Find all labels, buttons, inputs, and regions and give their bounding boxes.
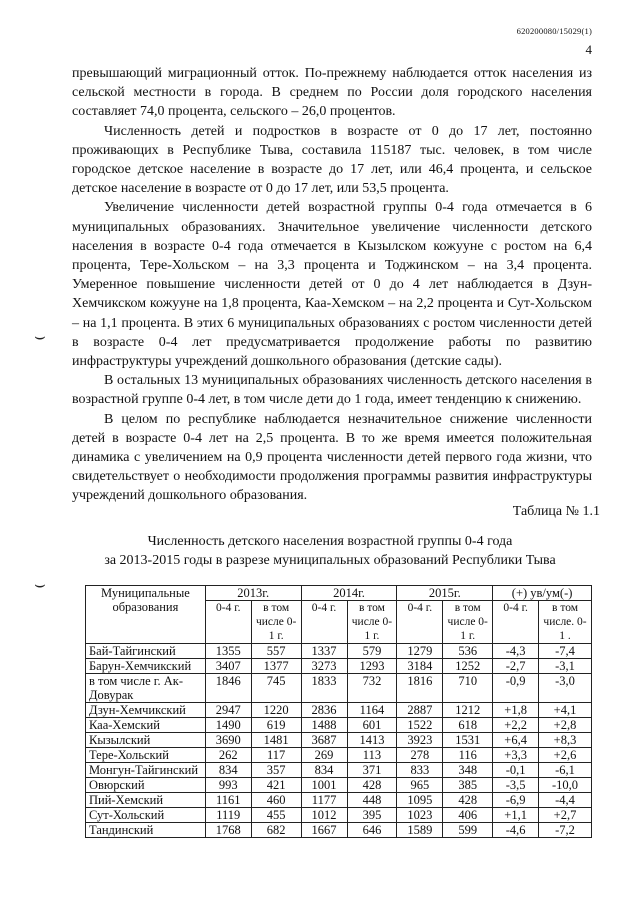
header-sub-0-1: в том числе 0-1 г.	[443, 601, 493, 644]
table-cell: 448	[347, 793, 397, 808]
table-cell: 1001	[301, 778, 347, 793]
table-row	[86, 793, 592, 808]
header-sub-0-1: в том числе 0-1 г.	[251, 601, 301, 644]
municipality-name: Овюрский	[86, 778, 206, 793]
table-title	[60, 532, 600, 570]
table-cell: 3687	[301, 733, 347, 748]
table-cell: 1279	[397, 644, 443, 659]
table-cell: 557	[251, 644, 301, 659]
table-cell: 357	[251, 763, 301, 778]
table-cell: 3923	[397, 733, 443, 748]
table-cell: 1023	[397, 808, 443, 823]
table-cell: 1522	[397, 718, 443, 733]
table-cell: 1413	[347, 733, 397, 748]
table-label: Таблица № 1.1	[512, 504, 600, 519]
table-cell: 1589	[397, 823, 443, 838]
table-cell: 1531	[443, 733, 493, 748]
municipality-name: Тандинский	[86, 823, 206, 838]
table-cell: 536	[443, 644, 493, 659]
table-cell: 1377	[251, 659, 301, 674]
table-cell: -2,7	[493, 659, 539, 674]
table-row	[86, 763, 592, 778]
header-sub-0-4: 0-4 г.	[205, 601, 251, 644]
page-number: 4	[585, 42, 592, 57]
table-cell: -4,3	[493, 644, 539, 659]
header-sub-0-1: в том числе 0-1 г.	[347, 601, 397, 644]
table-row	[86, 823, 592, 838]
table-cell: 3184	[397, 659, 443, 674]
table-cell: 460	[251, 793, 301, 808]
municipality-name: Тере-Хольский	[86, 748, 206, 763]
table-cell: +2,7	[539, 808, 592, 823]
header-sub-0-1: в том числе. 0-1 .	[539, 601, 592, 644]
table-row	[86, 733, 592, 748]
table-cell: 1490	[205, 718, 251, 733]
table-cell: 1488	[301, 718, 347, 733]
table-cell: 262	[205, 748, 251, 763]
table-cell: 113	[347, 748, 397, 763]
table-cell: 579	[347, 644, 397, 659]
table-cell: -0,9	[493, 674, 539, 703]
table-cell: +2,2	[493, 718, 539, 733]
municipality-name: Дзун-Хемчикский	[86, 703, 206, 718]
table-cell: 406	[443, 808, 493, 823]
table-cell: 116	[443, 748, 493, 763]
table-cell: +3,3	[493, 748, 539, 763]
table-cell: -3,1	[539, 659, 592, 674]
table-cell: +2,6	[539, 748, 592, 763]
municipality-name: Барун-Хемчикский	[86, 659, 206, 674]
table-cell: -3,5	[493, 778, 539, 793]
table-cell: 1252	[443, 659, 493, 674]
municipality-name: Сут-Хольский	[86, 808, 206, 823]
table-row	[86, 659, 592, 674]
table-cell: 599	[443, 823, 493, 838]
table-cell: 2947	[205, 703, 251, 718]
table-cell: 646	[347, 823, 397, 838]
header-year-2014: 2014г.	[301, 586, 397, 601]
header-year-2015: 2015г.	[397, 586, 493, 601]
paragraph-2: Численность детей и подростков в возрасте от 0 до 17 лет, постоянно проживающих в Республике Тыва, составила 115187 тыс. человек, в том числе городское детское население в возрасте до 17 лет, или 46,4 процента, и сельское детское население в возрасте от 0 до 17 лет, или 53,5 процента.	[72, 123, 592, 197]
table-cell: 601	[347, 718, 397, 733]
table-cell: 1481	[251, 733, 301, 748]
table-row	[86, 674, 592, 703]
table-cell: -7,4	[539, 644, 592, 659]
table-cell: 1220	[251, 703, 301, 718]
table-row	[86, 808, 592, 823]
table-cell: 269	[301, 748, 347, 763]
municipality-name: Каа-Хемский	[86, 718, 206, 733]
table-cell: 395	[347, 808, 397, 823]
population-table	[85, 585, 592, 838]
table-row	[86, 718, 592, 733]
header-change: (+) ув/ум(-)	[493, 586, 592, 601]
table-cell: 1833	[301, 674, 347, 703]
table-cell: +1,1	[493, 808, 539, 823]
table-cell: 3690	[205, 733, 251, 748]
table-cell: -4,6	[493, 823, 539, 838]
table-cell: 1119	[205, 808, 251, 823]
table-cell: 682	[251, 823, 301, 838]
table-cell: 1164	[347, 703, 397, 718]
table-row	[86, 748, 592, 763]
table-cell: 371	[347, 763, 397, 778]
header-year-2013: 2013г.	[205, 586, 301, 601]
table-cell: 1212	[443, 703, 493, 718]
table-cell: 1177	[301, 793, 347, 808]
table-cell: -6,1	[539, 763, 592, 778]
table-cell: 117	[251, 748, 301, 763]
table-cell: 1161	[205, 793, 251, 808]
table-cell: 3273	[301, 659, 347, 674]
table-cell: 1293	[347, 659, 397, 674]
table-cell: 834	[301, 763, 347, 778]
table-cell: 428	[347, 778, 397, 793]
paragraph-4: В остальных 13 муниципальных образованиях численность детского населения в возрастной группе 0-4 лет, в том числе дети до 1 года, имеет тенденцию к снижению.	[72, 373, 592, 408]
table-title-line-2: за 2013-2015 годы в разрезе муниципальных образований Республики Тыва	[104, 553, 556, 568]
table-cell: 1816	[397, 674, 443, 703]
body-text	[72, 64, 592, 506]
table-cell: +6,4	[493, 733, 539, 748]
table-cell: 618	[443, 718, 493, 733]
table-cell: -0,1	[493, 763, 539, 778]
table-cell: 834	[205, 763, 251, 778]
margin-check-mark: ⌣	[34, 326, 46, 347]
table-cell: 710	[443, 674, 493, 703]
table-cell: -3,0	[539, 674, 592, 703]
table-cell: 2836	[301, 703, 347, 718]
table-cell: 833	[397, 763, 443, 778]
table-body	[86, 644, 592, 838]
table-cell: +1,8	[493, 703, 539, 718]
table-cell: 3407	[205, 659, 251, 674]
municipality-name: Кызылский	[86, 733, 206, 748]
paragraph-3: Увеличение численности детей возрастной группы 0-4 года отмечается в 6 муниципальных образованиях. Значительное увеличение численности детского населения в возрасте 0-4 года отмечается в Кызылском кожууне с ростом на 6,4 процента, Тере-Хольском – на 3,3 процента и Тоджинском – на 3,4 процента. Умеренное повышение численности детей от 0 до 4 лет наблюдается в Дзун-Хемчикском кожууне на 1,8 процента, Каа-Хемском – на 2,2 процента и Сут-Хольском – на 1,1 процента. В этих 6 муниципальных образованиях с ростом численности детей в возрасте 0-4 лет предусматривается продолжение работы по развитию инфраструктуры учреждений дошкольного образования (детские сады).	[72, 200, 592, 370]
table-cell: 1337	[301, 644, 347, 659]
table-cell: 1095	[397, 793, 443, 808]
table-cell: 455	[251, 808, 301, 823]
table-cell: 1768	[205, 823, 251, 838]
header-sub-0-4: 0-4 г.	[493, 601, 539, 644]
table-cell: 745	[251, 674, 301, 703]
margin-check-mark: ⌣	[34, 574, 46, 595]
municipality-name: Пий-Хемский	[86, 793, 206, 808]
table-cell: +2,8	[539, 718, 592, 733]
table-cell: 1846	[205, 674, 251, 703]
table-row	[86, 644, 592, 659]
table-cell: 348	[443, 763, 493, 778]
table-cell: 1667	[301, 823, 347, 838]
table-cell: 1355	[205, 644, 251, 659]
table-cell: -6,9	[493, 793, 539, 808]
table-cell: 278	[397, 748, 443, 763]
table-cell: +8,3	[539, 733, 592, 748]
table-cell: 993	[205, 778, 251, 793]
paragraph-1: превышающий миграционный отток. По-прежнему наблюдается отток населения из сельской местности в города. В среднем по России доля городского населения составляет 74,0 процента, сельского – 26,0 процентов.	[72, 66, 592, 120]
table-cell: 2887	[397, 703, 443, 718]
table-row	[86, 778, 592, 793]
table-cell: 428	[443, 793, 493, 808]
table-cell: 421	[251, 778, 301, 793]
table-cell: -10,0	[539, 778, 592, 793]
header-municipality: Муниципальные образования	[86, 586, 206, 644]
table-cell: 385	[443, 778, 493, 793]
municipality-name: Монгун-Тайгинский	[86, 763, 206, 778]
table-cell: 619	[251, 718, 301, 733]
table-cell: +4,1	[539, 703, 592, 718]
document-id: 620200080/15029(1)	[516, 26, 592, 36]
table-cell: 732	[347, 674, 397, 703]
table-title-line-1: Численность детского населения возрастной группы 0-4 года	[147, 534, 513, 549]
paragraph-5: В целом по республике наблюдается незначительное снижение численности детей в возрасте 0-4 лет на 2,5 процента. В то же время имеется положительная динамика с увеличением на 0,9 процента численности детей первого года жизни, что свидетельствует о необходимости продолжения программы развития инфраструктуры учреждений дошкольного образования.	[72, 411, 592, 504]
table-cell: 1012	[301, 808, 347, 823]
header-sub-0-4: 0-4 г.	[397, 601, 443, 644]
table-cell: -7,2	[539, 823, 592, 838]
table-cell: -4,4	[539, 793, 592, 808]
municipality-name: Бай-Тайгинский	[86, 644, 206, 659]
municipality-name: в том числе г. Ак-Довурак	[86, 674, 206, 703]
table-row	[86, 703, 592, 718]
table-cell: 965	[397, 778, 443, 793]
header-sub-0-4: 0-4 г.	[301, 601, 347, 644]
